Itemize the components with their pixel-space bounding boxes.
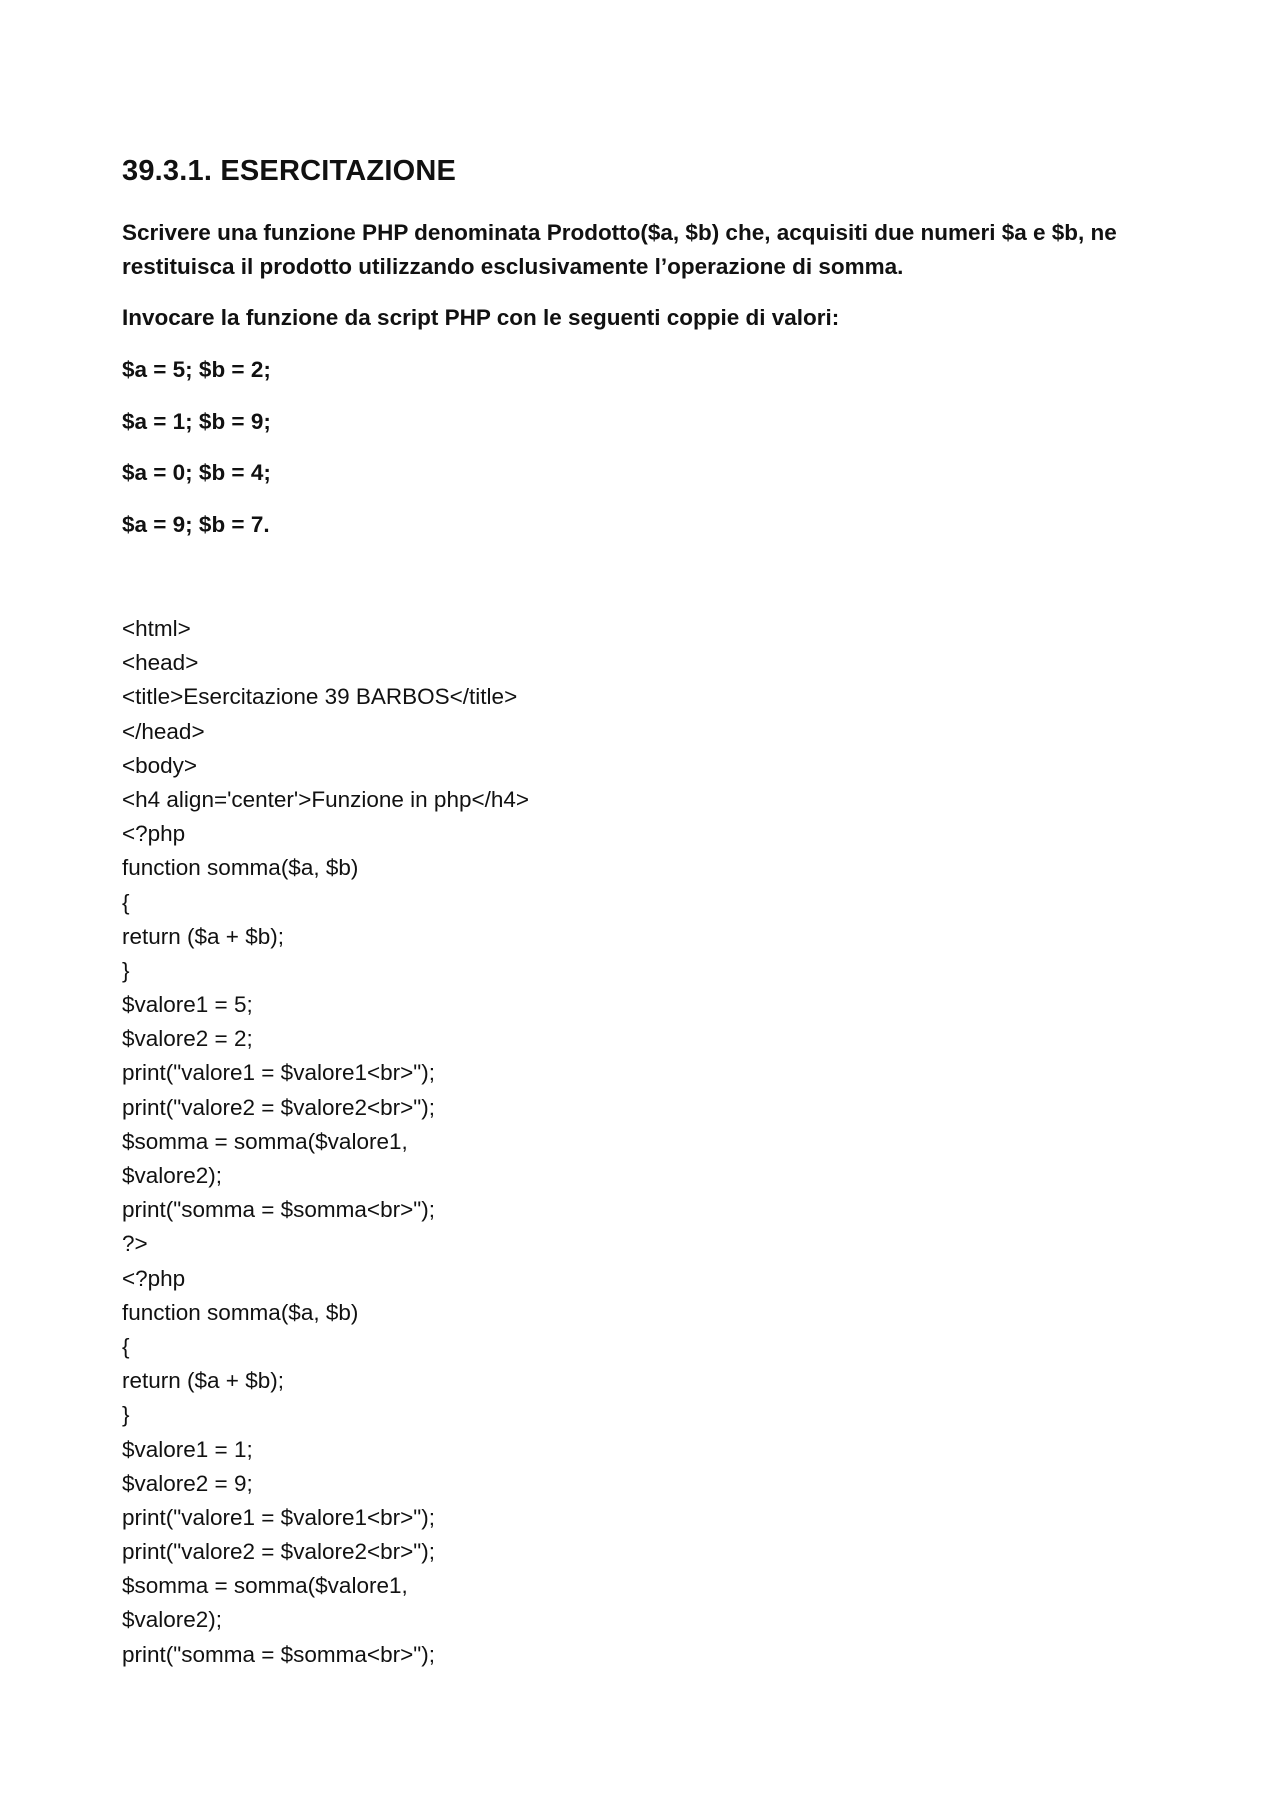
code-line: $somma = somma($valore1, [122, 1573, 408, 1599]
code-line: <h4 align='center'>Funzione in php</h4> [122, 786, 530, 812]
code-line: } [122, 1402, 130, 1428]
code-line: $somma = somma($valore1, [122, 1128, 408, 1154]
code-line: print("valore2 = $valore2<br>"); [122, 1094, 436, 1120]
code-line: $valore2 = 2; [122, 1026, 253, 1052]
code-line: return ($a + $b); [122, 1368, 284, 1394]
code-line: return ($a + $b); [122, 923, 284, 949]
code-line: <?php [122, 1265, 186, 1291]
code-line: $valore1 = 5; [122, 992, 253, 1018]
value-pair: $a = 1; $b = 9; [122, 408, 271, 434]
code-line: } [122, 957, 130, 983]
code-line: print("somma = $somma<br>"); [122, 1197, 435, 1223]
value-pairs-list [122, 353, 271, 559]
code-line: <html> [122, 616, 191, 641]
code-line: $valore1 = 1; [122, 1436, 253, 1462]
invocation-paragraph: Invocare la funzione da script PHP con le seguenti coppie di valori: [122, 305, 840, 330]
value-pair: $a = 5; $b = 2; [122, 357, 271, 382]
code-line: ?> [122, 1231, 148, 1257]
code-line: $valore2); [122, 1607, 223, 1633]
code-line: print("valore2 = $valore2<br>"); [122, 1539, 436, 1565]
section-heading: 39.3.1. ESERCITAZIONE [122, 155, 457, 187]
code-line: <body> [122, 752, 198, 778]
code-line: function somma($a, $b) [122, 855, 359, 881]
code-line: $valore2); [122, 1163, 223, 1188]
code-line: <head> [122, 650, 199, 676]
code-line: { [122, 1333, 130, 1359]
code-line: </head> [122, 718, 205, 744]
instruction-line: Scrivere una funzione PHP denominata Prodotto($a, $b) che, acquisiti due numeri $a e $b, ne [122, 220, 1117, 245]
code-line: print("somma = $somma<br>"); [122, 1641, 435, 1667]
code-line: $valore2 = 9; [122, 1470, 253, 1496]
code-listing [122, 612, 529, 1672]
code-line: function somma($a, $b) [122, 1299, 359, 1325]
code-line: print("valore1 = $valore1<br>"); [122, 1060, 436, 1086]
instruction-paragraph [122, 216, 1162, 284]
value-pair: $a = 0; $b = 4; [122, 460, 271, 485]
instruction-line: restituisca il prodotto utilizzando esclusivamente l’operazione di somma. [122, 254, 904, 279]
value-pair: $a = 9; $b = 7. [122, 511, 270, 537]
code-line: <?php [122, 821, 186, 847]
code-line: { [122, 889, 130, 915]
code-line: print("valore1 = $valore1<br>"); [122, 1504, 436, 1530]
code-line: <title>Esercitazione 39 BARBOS</title> [122, 684, 518, 710]
